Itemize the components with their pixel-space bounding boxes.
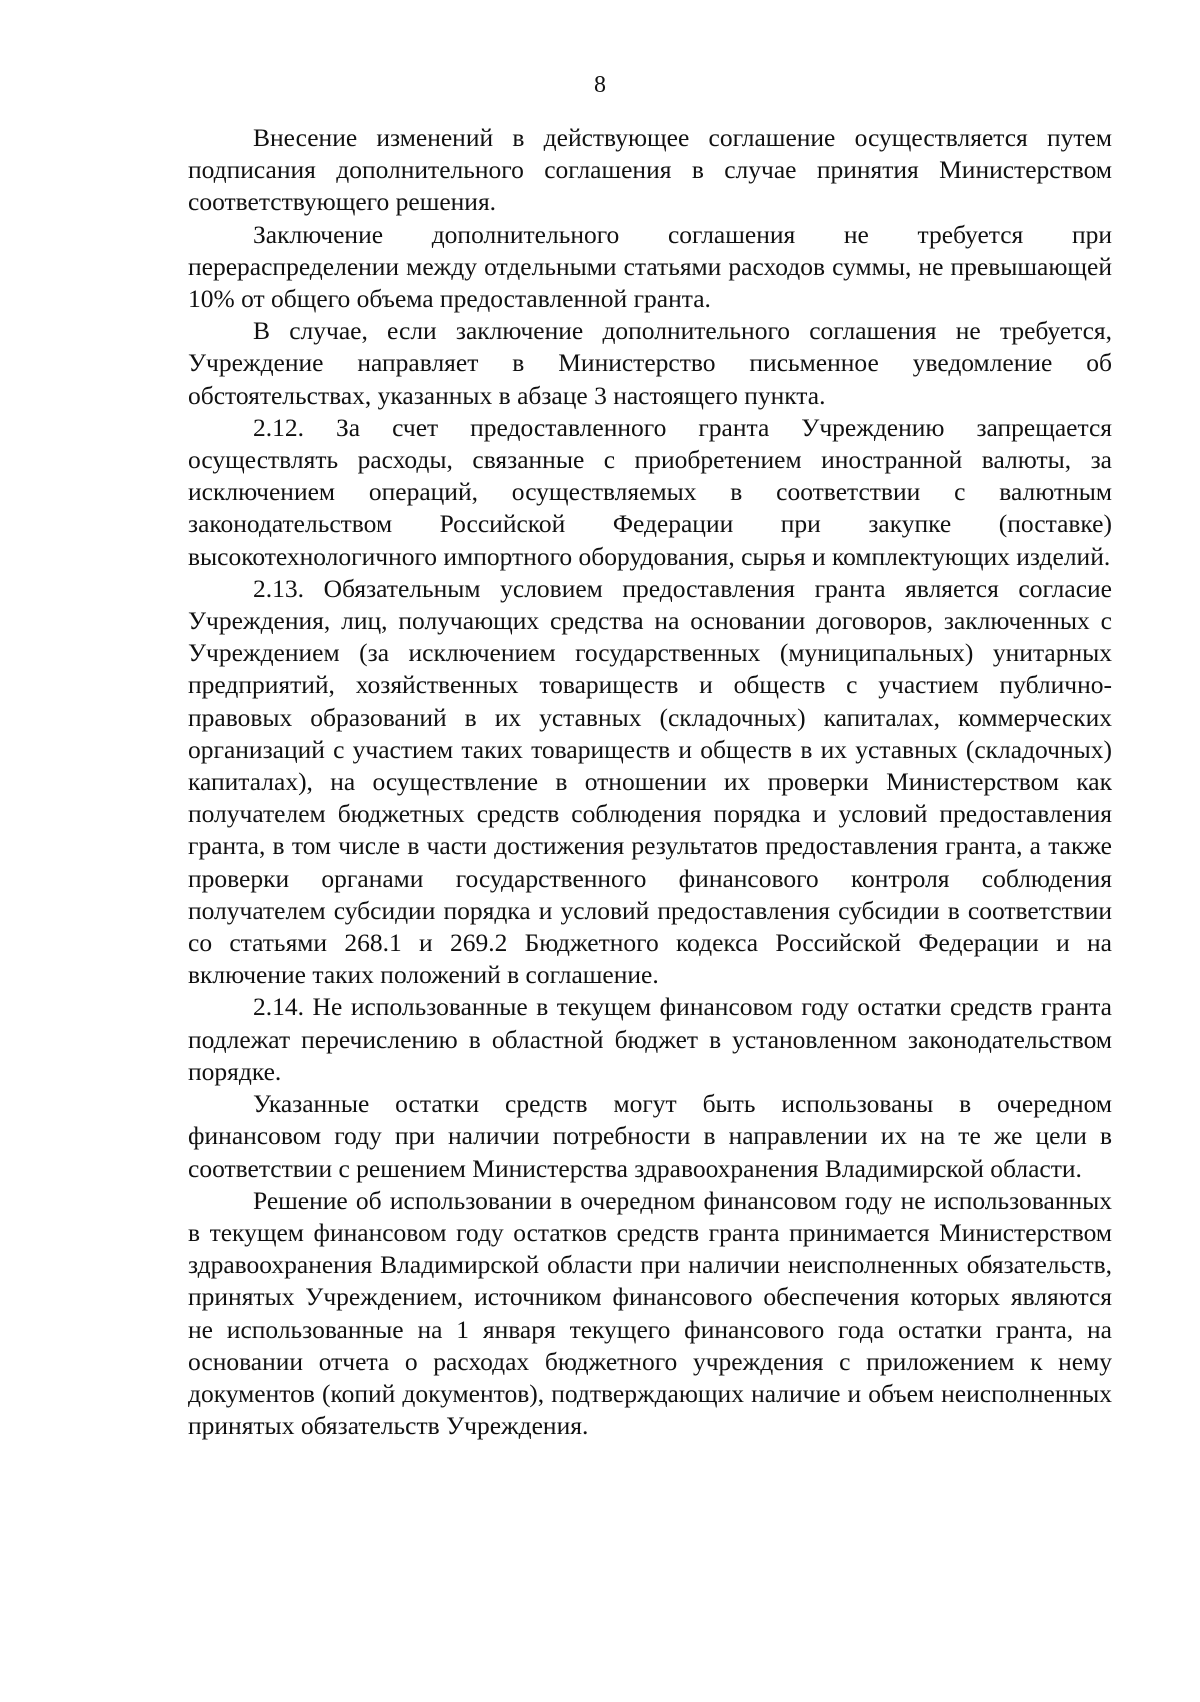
paragraph-decision-on-use: Решение об использовании в очередном финансовом году не использованных в текущем финансовом году остатков средств гранта принимается Министерством здравоохранения Владимирской области при наличии неисполненных обязательств, принятых Учреждением, источником финансового обеспечения которых являются не использованные на 1 января текущего финансового года остатки гранта, на основании отчета о расходах бюджетного учреждения с приложением к нему документов (копий документов), подтверждающих наличие и объем неисполненных принятых обязательств Учреждения. bbox=[188, 1185, 1112, 1441]
paragraph-remaining-funds-use: Указанные остатки средств могут быть использованы в очередном финансовом году при наличии потребности в направлении их на те же цели в соответствии с решением Министерства здравоохранения Владимирской области. bbox=[188, 1089, 1112, 1183]
paragraph-amendment-procedure: Внесение изменений в действующее соглашение осуществляется путем подписания дополнительного соглашения в случае принятия Министерством соответствующего решения. bbox=[188, 123, 1112, 217]
paragraph-clause-2-14: 2.14. Не использованные в текущем финансовом году остатки средств гранта подлежат перечислению в областной бюджет в установленном законодательством порядке. bbox=[188, 992, 1112, 1086]
paragraph-notification: В случае, если заключение дополнительного соглашения не требуется, Учреждение направляет в Министерство письменное уведомление об обстоятельствах, указанных в абзаце 3 настоящего пункта. bbox=[188, 316, 1112, 410]
paragraph-no-agreement-required: Заключение дополнительного соглашения не требуется при перераспределении между отдельными статьями расходов суммы, не превышающей 10% от общего объема предоставленной гранта. bbox=[188, 219, 1112, 314]
document-body bbox=[188, 122, 1112, 1442]
page-number: 8 bbox=[594, 72, 606, 98]
paragraph-clause-2-13: 2.13. Обязательным условием предоставления гранта является согласие Учреждения, лиц, получающих средства на основании договоров, заключенных с Учреждением (за исключением государственных (муниципальных) унитарных предприятий, хозяйственных товариществ и обществ с участием публично-правовых образований в их уставных (складочных) капиталах, коммерческих организаций с участием таких товариществ и обществ в их уставных (складочных) капиталах), на осуществление в отношении их проверки Министерством как получателем бюджетных средств соблюдения порядка и условий предоставления гранта, в том числе в части достижения результатов предоставления гранта, а также проверки органами государственного финансового контроля соблюдения получателем субсидии порядка и условий предоставления субсидии в соответствии со статьями 268.1 и 269.2 Бюджетного кодекса Российской Федерации и на включение таких положений в соглашение. bbox=[188, 573, 1112, 990]
paragraph-clause-2-12: 2.12. За счет предоставленного гранта Учреждению запрещается осуществлять расходы, связанные с приобретением иностранной валюты, за исключением операций, осуществляемых в соответствии с валютным законодательством Российской Федерации при закупке (поставке) высокотехнологичного импортного оборудования, сырья и комплектующих изделий. bbox=[188, 412, 1112, 571]
